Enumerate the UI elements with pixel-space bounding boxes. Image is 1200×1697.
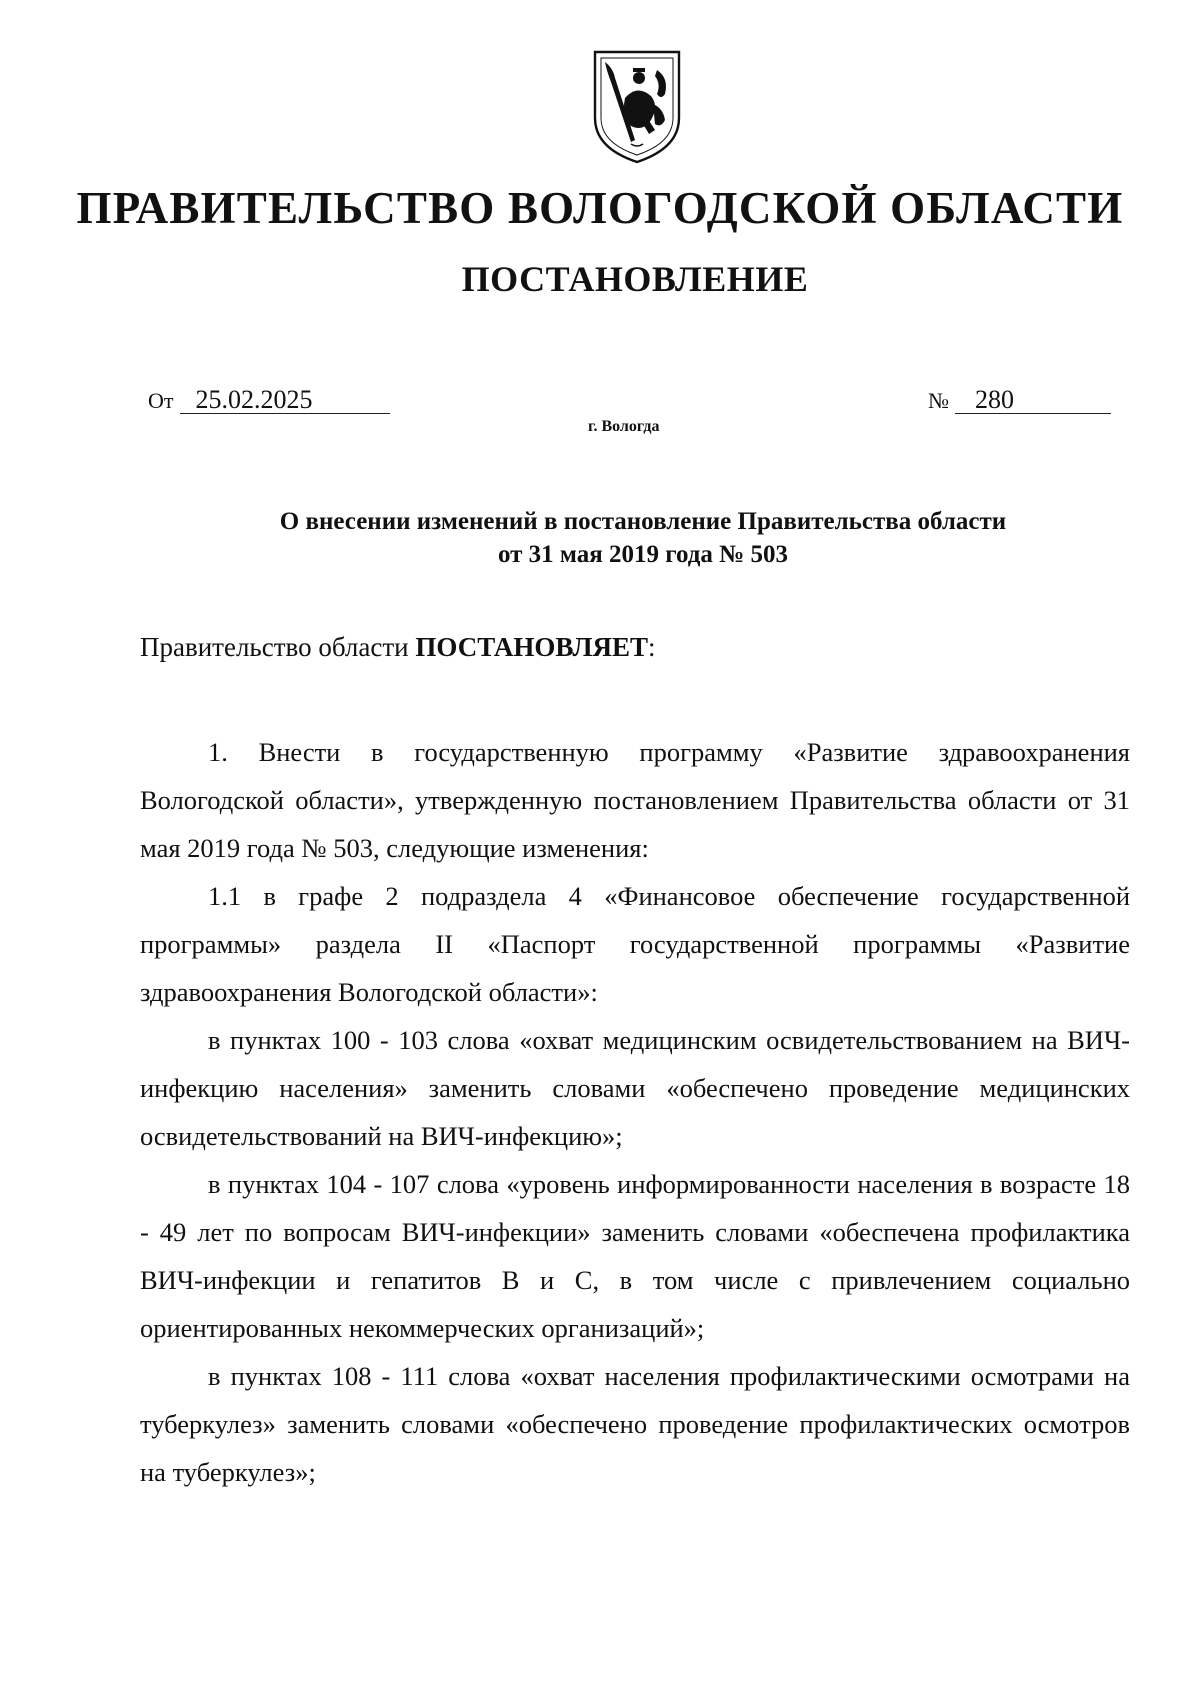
document-number: 280 xyxy=(955,387,1111,414)
date-prefix: От xyxy=(148,388,174,413)
paragraph: 1. Внести в государственную программу «Развитие здравоохранения Вологодской области», утвержденную постановлением Правительства области от 31 мая 2019 года № 503, следующие изменения: xyxy=(140,737,1130,863)
subject-line-2: от 31 мая 2019 года № 503 xyxy=(497,541,789,568)
paragraph: 1.1 в графе 2 подраздела 4 «Финансовое обеспечение государственной программы» раздела II «Паспорт государственной программы «Развитие здравоохранения Вологодской области»: xyxy=(140,881,1130,1007)
resolves-lead: Правительство области xyxy=(140,632,416,662)
coat-of-arms-icon xyxy=(591,48,683,166)
date-row xyxy=(148,385,390,415)
number-row xyxy=(928,385,1111,415)
number-prefix: № xyxy=(928,388,949,413)
document-subject xyxy=(0,505,1200,571)
resolves-colon: : xyxy=(647,632,656,662)
city: г. Вологда xyxy=(588,418,660,435)
paragraph: в пунктах 108 - 111 слова «охват населения профилактическими осмотрами на туберкулез» заменить словами «обеспечено проведение профилактических осмотров на туберкулез»; xyxy=(140,1361,1130,1487)
document-date: 25.02.2025 xyxy=(180,387,390,414)
org-title: ПРАВИТЕЛЬСТВО ВОЛОГОДСКОЙ ОБЛАСТИ xyxy=(76,183,1124,233)
resolves-keyword: ПОСТАНОВЛЯЕТ xyxy=(415,632,648,662)
paragraph: в пунктах 100 - 103 слова «охват медицинским освидетельствованием на ВИЧ-инфекцию населения» заменить словами «обеспечено проведение медицинских освидетельствований на ВИЧ-инфекцию»; xyxy=(140,1025,1130,1151)
paragraph: в пунктах 104 - 107 слова «уровень информированности населения в возрасте 18 - 49 лет по вопросам ВИЧ-инфекции» заменить словами «обеспечена профилактика ВИЧ-инфекции и гепатитов В и С, в том числе с привлечением социально ориентированных некоммерческих организаций»; xyxy=(140,1169,1130,1343)
subject-line-1: О внесении изменений в постановление Правительства области xyxy=(279,508,1007,535)
resolves-line xyxy=(140,632,656,663)
body-text xyxy=(140,728,1130,1496)
document-type: ПОСТАНОВЛЕНИЕ xyxy=(461,259,809,299)
